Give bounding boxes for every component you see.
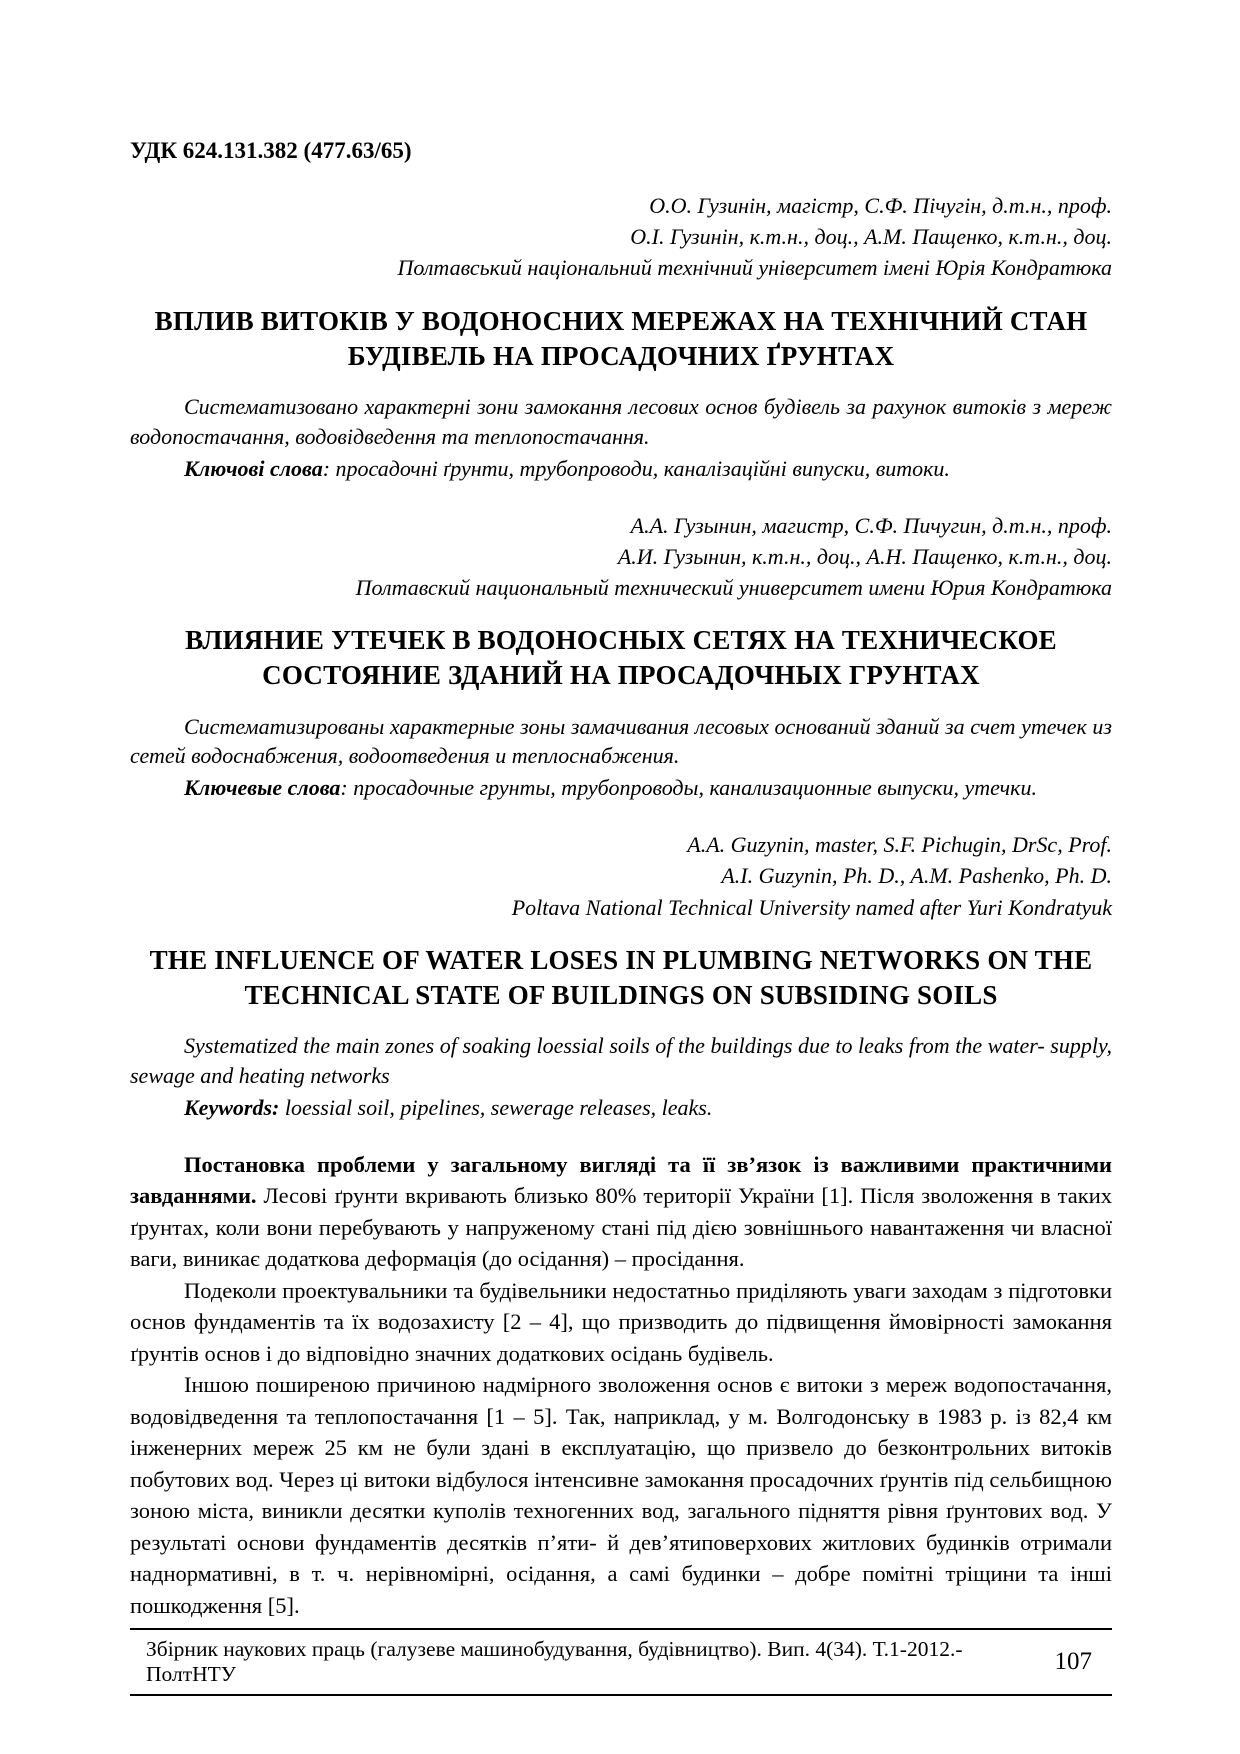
- author-line: A.I. Guzynin, Ph. D., A.M. Pashenko, Ph. D.: [721, 863, 1112, 889]
- keywords-russian: [130, 773, 1112, 803]
- paragraph-lead: Постановка проблеми у загальному вигляді та її зв’язок із важливими практичними завданнями.: [130, 1151, 1112, 1209]
- paragraph-text: Лесові ґрунти вкривають близько 80% території України [1]. Після зволоження в таких ґрунтах, коли вони перебувають у напруженому стані під дією зовнішнього навантаження чи власної ваги, виникає додаткова деформація (до осідання) – просідання.: [130, 1183, 1112, 1272]
- paper-title-ukrainian: ВПЛИВ ВИТОКІВ У ВОДОНОСНИХ МЕРЕЖАХ НА ТЕХНІЧНИЙ СТАН БУДІВЕЛЬ НА ПРОСАДОЧНИХ ҐРУНТАХ: [154, 305, 1088, 371]
- author-line: A.A. Guzynin, master, S.F. Pichugin, DrSc, Prof.: [687, 832, 1112, 858]
- keywords-label: Ключевые слова: [184, 775, 341, 801]
- abstract-ukrainian: Систематизовано характерні зони замокання лесових основ будівель за рахунок витоків з мереж водопостачання, водовідведення та теплопостачання.: [130, 393, 1112, 449]
- abstract-russian: Систематизированы характерные зоны замачивания лесовых оснований зданий за счет утечек из сетей водоснабжения, водоотведения и теплоснабжения.: [130, 713, 1112, 769]
- author-line: А.А. Гузынин, магистр, С.Ф. Пичугин, д.т.н., проф.: [630, 512, 1112, 538]
- article-body: [130, 1149, 1112, 1622]
- footer-journal-info: Збірник наукових праць (галузеве машинобудування, будівництво). Вип. 4(34). Т.1-2012.- ПолтНТУ: [146, 1637, 963, 1686]
- body-paragraph-1: [130, 1149, 1112, 1275]
- affiliation-line: Poltava National Technical University named after Yuri Kondratyuk: [511, 894, 1112, 920]
- author-line: О.І. Гузинін, к.т.н., доц., А.М. Пащенко, к.т.н., доц.: [630, 224, 1112, 250]
- body-paragraph-2: Подеколи проектувальники та будівельники недостатньо приділяють уваги заходам з підготовки основ фундаментів та їх водозахисту [2 – 4], що призводить до підвищення ймовірності замокання ґрунтів основ і до відповідно значних додаткових осідань будівель.: [130, 1277, 1112, 1366]
- keywords-list: : просадочні ґрунти, трубопроводи, каналізаційні випуски, витоки.: [322, 455, 950, 481]
- udc-code: УДК 624.131.382 (477.63/65): [130, 138, 412, 163]
- keywords-label: Keywords:: [184, 1094, 280, 1120]
- keywords-english: [130, 1093, 1112, 1123]
- keywords-list: : просадочные грунты, трубопроводы, канализационные выпуски, утечки.: [340, 775, 1037, 801]
- authors-block-ukrainian: [130, 190, 1112, 284]
- author-line: А.И. Гузынин, к.т.н., доц., А.Н. Пащенко, к.т.н., доц.: [617, 543, 1112, 569]
- paper-title-english: THE INFLUENCE OF WATER LOSES IN PLUMBING NETWORKS ON THE TECHNICAL STATE OF BUILDINGS ON SUBSIDING SOILS: [149, 944, 1093, 1011]
- abstract-english: Systematized the main zones of soaking loessial soils of the buildings due to leaks from the water- supply, sewage and heating networks: [130, 1033, 1112, 1089]
- page-number: 107: [1054, 1648, 1092, 1675]
- body-paragraph-3: Іншою поширеною причиною надмірного зволоження основ є витоки з мереж водопостачання, водовідведення та теплопостачання [1 – 5]. Так, наприклад, у м. Волгодонську в 1983 р. із 82,4 км інженерних мереж 25 км не були здані в експлуатацію, що призвело до безконтрольних витоків побутових вод. Через ці витоки відбулося інтенсивне замокання просадочних ґрунтів під сельбищною зоною міста, виникли десятки куполів техногенних вод, загального підняття рівня ґрунтових вод. У результаті основи фундаментів десятків п’яти- й дев’ятиповерхових житлових будинків отримали наднормативні, в т. ч. нерівномірні, осідання, а самі будинки – добре помітні тріщини та інші пошкодження [5].: [130, 1372, 1112, 1618]
- affiliation-line: Полтавський національний технічний університет імені Юрія Кондратюка: [397, 255, 1112, 281]
- authors-block-russian: [130, 510, 1112, 604]
- keywords-list: loessial soil, pipelines, sewerage releases, leaks.: [279, 1094, 713, 1120]
- keywords-label: Ключові слова: [184, 455, 323, 481]
- keywords-ukrainian: [130, 454, 1112, 484]
- author-line: О.О. Гузинін, магістр, С.Ф. Пічугін, д.т.н., проф.: [649, 193, 1112, 218]
- affiliation-line: Полтавский национальный технический университет имени Юрия Кондратюка: [355, 575, 1112, 601]
- paper-title-russian: ВЛИЯНИЕ УТЕЧЕК В ВОДОНОСНЫХ СЕТЯХ НА ТЕХНИЧЕСКОЕ СОСТОЯНИЕ ЗДАНИЙ НА ПРОСАДОЧНЫХ ГРУНТАХ: [185, 625, 1057, 691]
- page-footer: [130, 1628, 1112, 1696]
- authors-block-english: [130, 829, 1112, 923]
